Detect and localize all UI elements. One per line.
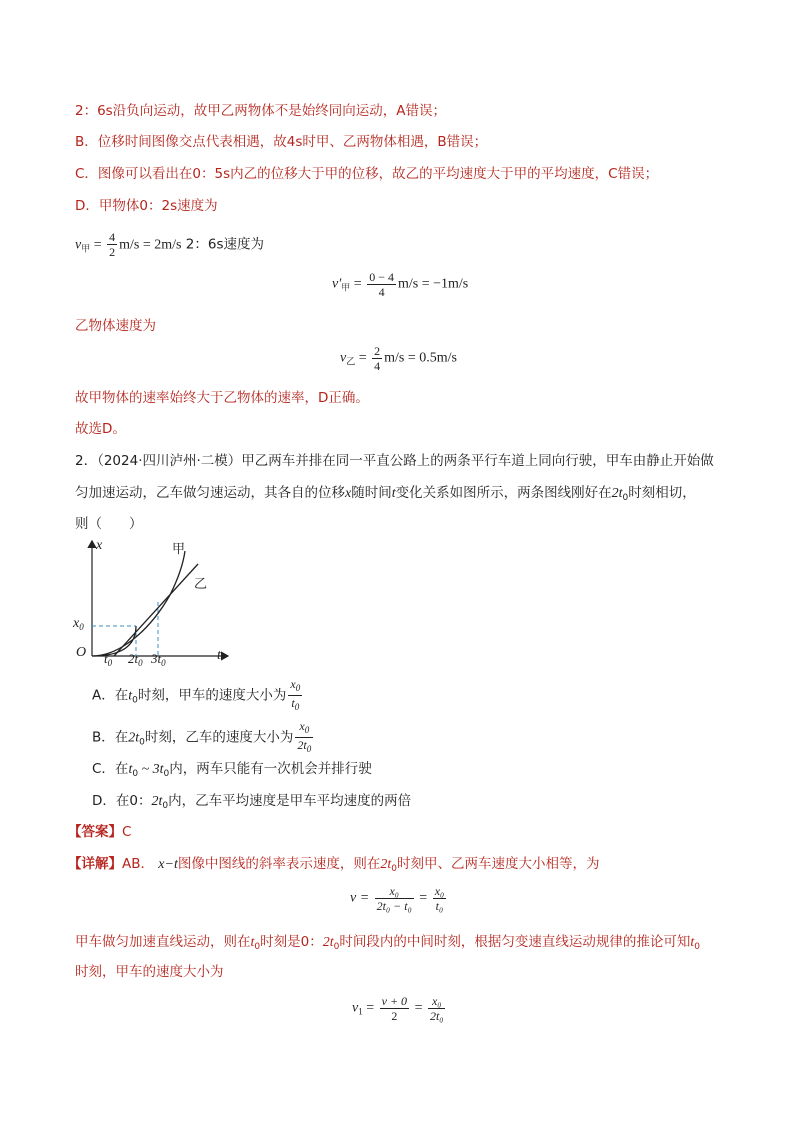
equation-v1: $v_1$ = $\frac{v + 0}{2}$ = $\frac{\text{x₀}}{\text{2t₀}}$ <box>352 994 444 1023</box>
yi-line <box>114 564 198 656</box>
graph-2t0-label: $2t_0$ <box>128 651 143 668</box>
question-2-stem-3: 则（ ） <box>75 516 143 532</box>
graph-x0-label: $x_0$ <box>73 616 84 632</box>
jia-curve <box>92 551 185 656</box>
solution-line-b: B．位移时间图像交点代表相遇，故4s时甲、乙两物体相遇，B错误； <box>75 134 488 150</box>
option-c[interactable]: C．在$t_0$ ~ $3t_0$内，两车只能有一次机会并排行驶 <box>92 761 372 779</box>
equation-v-jia-prime: $v'_甲$ = $\frac{0 - 4}{4}$ m/s = −1m/s <box>332 270 469 299</box>
graph-3t0-label: $3t_0$ <box>151 651 166 668</box>
equation-v-jia: $v_甲$ = $\frac{4}{2}$ m/s = 2m/s 2：6s速度为 <box>75 230 265 259</box>
solution-line-c: C．图像可以看出在0：5s内乙的位移大于甲的位移，故乙的平均速度大于甲的平均速度，C错误； <box>75 166 659 182</box>
question-2-stem-1: 2．（2024·四川泸州·二模）甲乙两车并排在同一平直公路上的两条平行车道上同向行驶，甲车由静止开始做 <box>75 453 714 469</box>
xt-graph <box>70 535 240 670</box>
yi-speed-line: 乙物体速度为 <box>75 318 156 334</box>
graph-label-jia: 甲 <box>172 542 186 557</box>
equation-v: v = $\frac{\text{x₀}}{\text{2t₀ − t₀}}$ = $\frac{\text{x₀}}{\text{t₀}}$ <box>350 884 445 913</box>
detail-line-1: 【详解】AB． x−t图像中图线的斜率表示速度，则在$2t_0$时刻甲、乙两车速度大小相等，为 <box>68 856 600 874</box>
equation-v-yi: $v_乙$ = $\frac{2}{4}$ m/s = 0.5m/s <box>340 344 457 373</box>
question-2-stem-2: 匀加速运动，乙车做匀速运动，其各自的位移x随时间t变化关系如图所示，两条图线刚好在$2t_0$时刻相切， <box>75 485 696 503</box>
detail-line-2: 甲车做匀加速直线运动，则在$t_0$时刻是0：$2t_0$时间段内的中间时刻，根据匀变速直线运动规律的推论可知$t_0$ <box>75 934 700 952</box>
option-b[interactable]: B．在$2t_0$时刻，乙车的速度大小为 $\frac{x_0}{2t_0}$ <box>92 719 312 754</box>
graph-t0-label: $t_0$ <box>104 651 113 668</box>
choose-line: 故选D。 <box>75 421 126 437</box>
conclusion-line: 故甲物体的速率始终大于乙物体的速率，D正确。 <box>75 390 369 406</box>
solution-line-d: D．甲物体0：2s速度为 <box>75 198 218 214</box>
solution-line-a: 2：6s沿负向运动，故甲乙两物体不是始终同向运动，A错误； <box>75 103 446 119</box>
graph-origin-label: O <box>76 645 87 660</box>
option-d[interactable]: D．在0：$2t_0$内，乙车平均速度是甲车平均速度的两倍 <box>92 793 412 811</box>
option-a[interactable]: A．在$t_0$时刻，甲车的速度大小为 $\frac{x_0}{t_0}$ <box>92 677 301 712</box>
graph-axis-x-label: x <box>96 538 103 553</box>
graph-axis-t-label: t <box>217 648 221 663</box>
answer-line: 【答案】C <box>68 824 132 840</box>
graph-label-yi: 乙 <box>194 577 208 592</box>
detail-line-3: 时刻，甲车的速度大小为 <box>75 964 224 980</box>
